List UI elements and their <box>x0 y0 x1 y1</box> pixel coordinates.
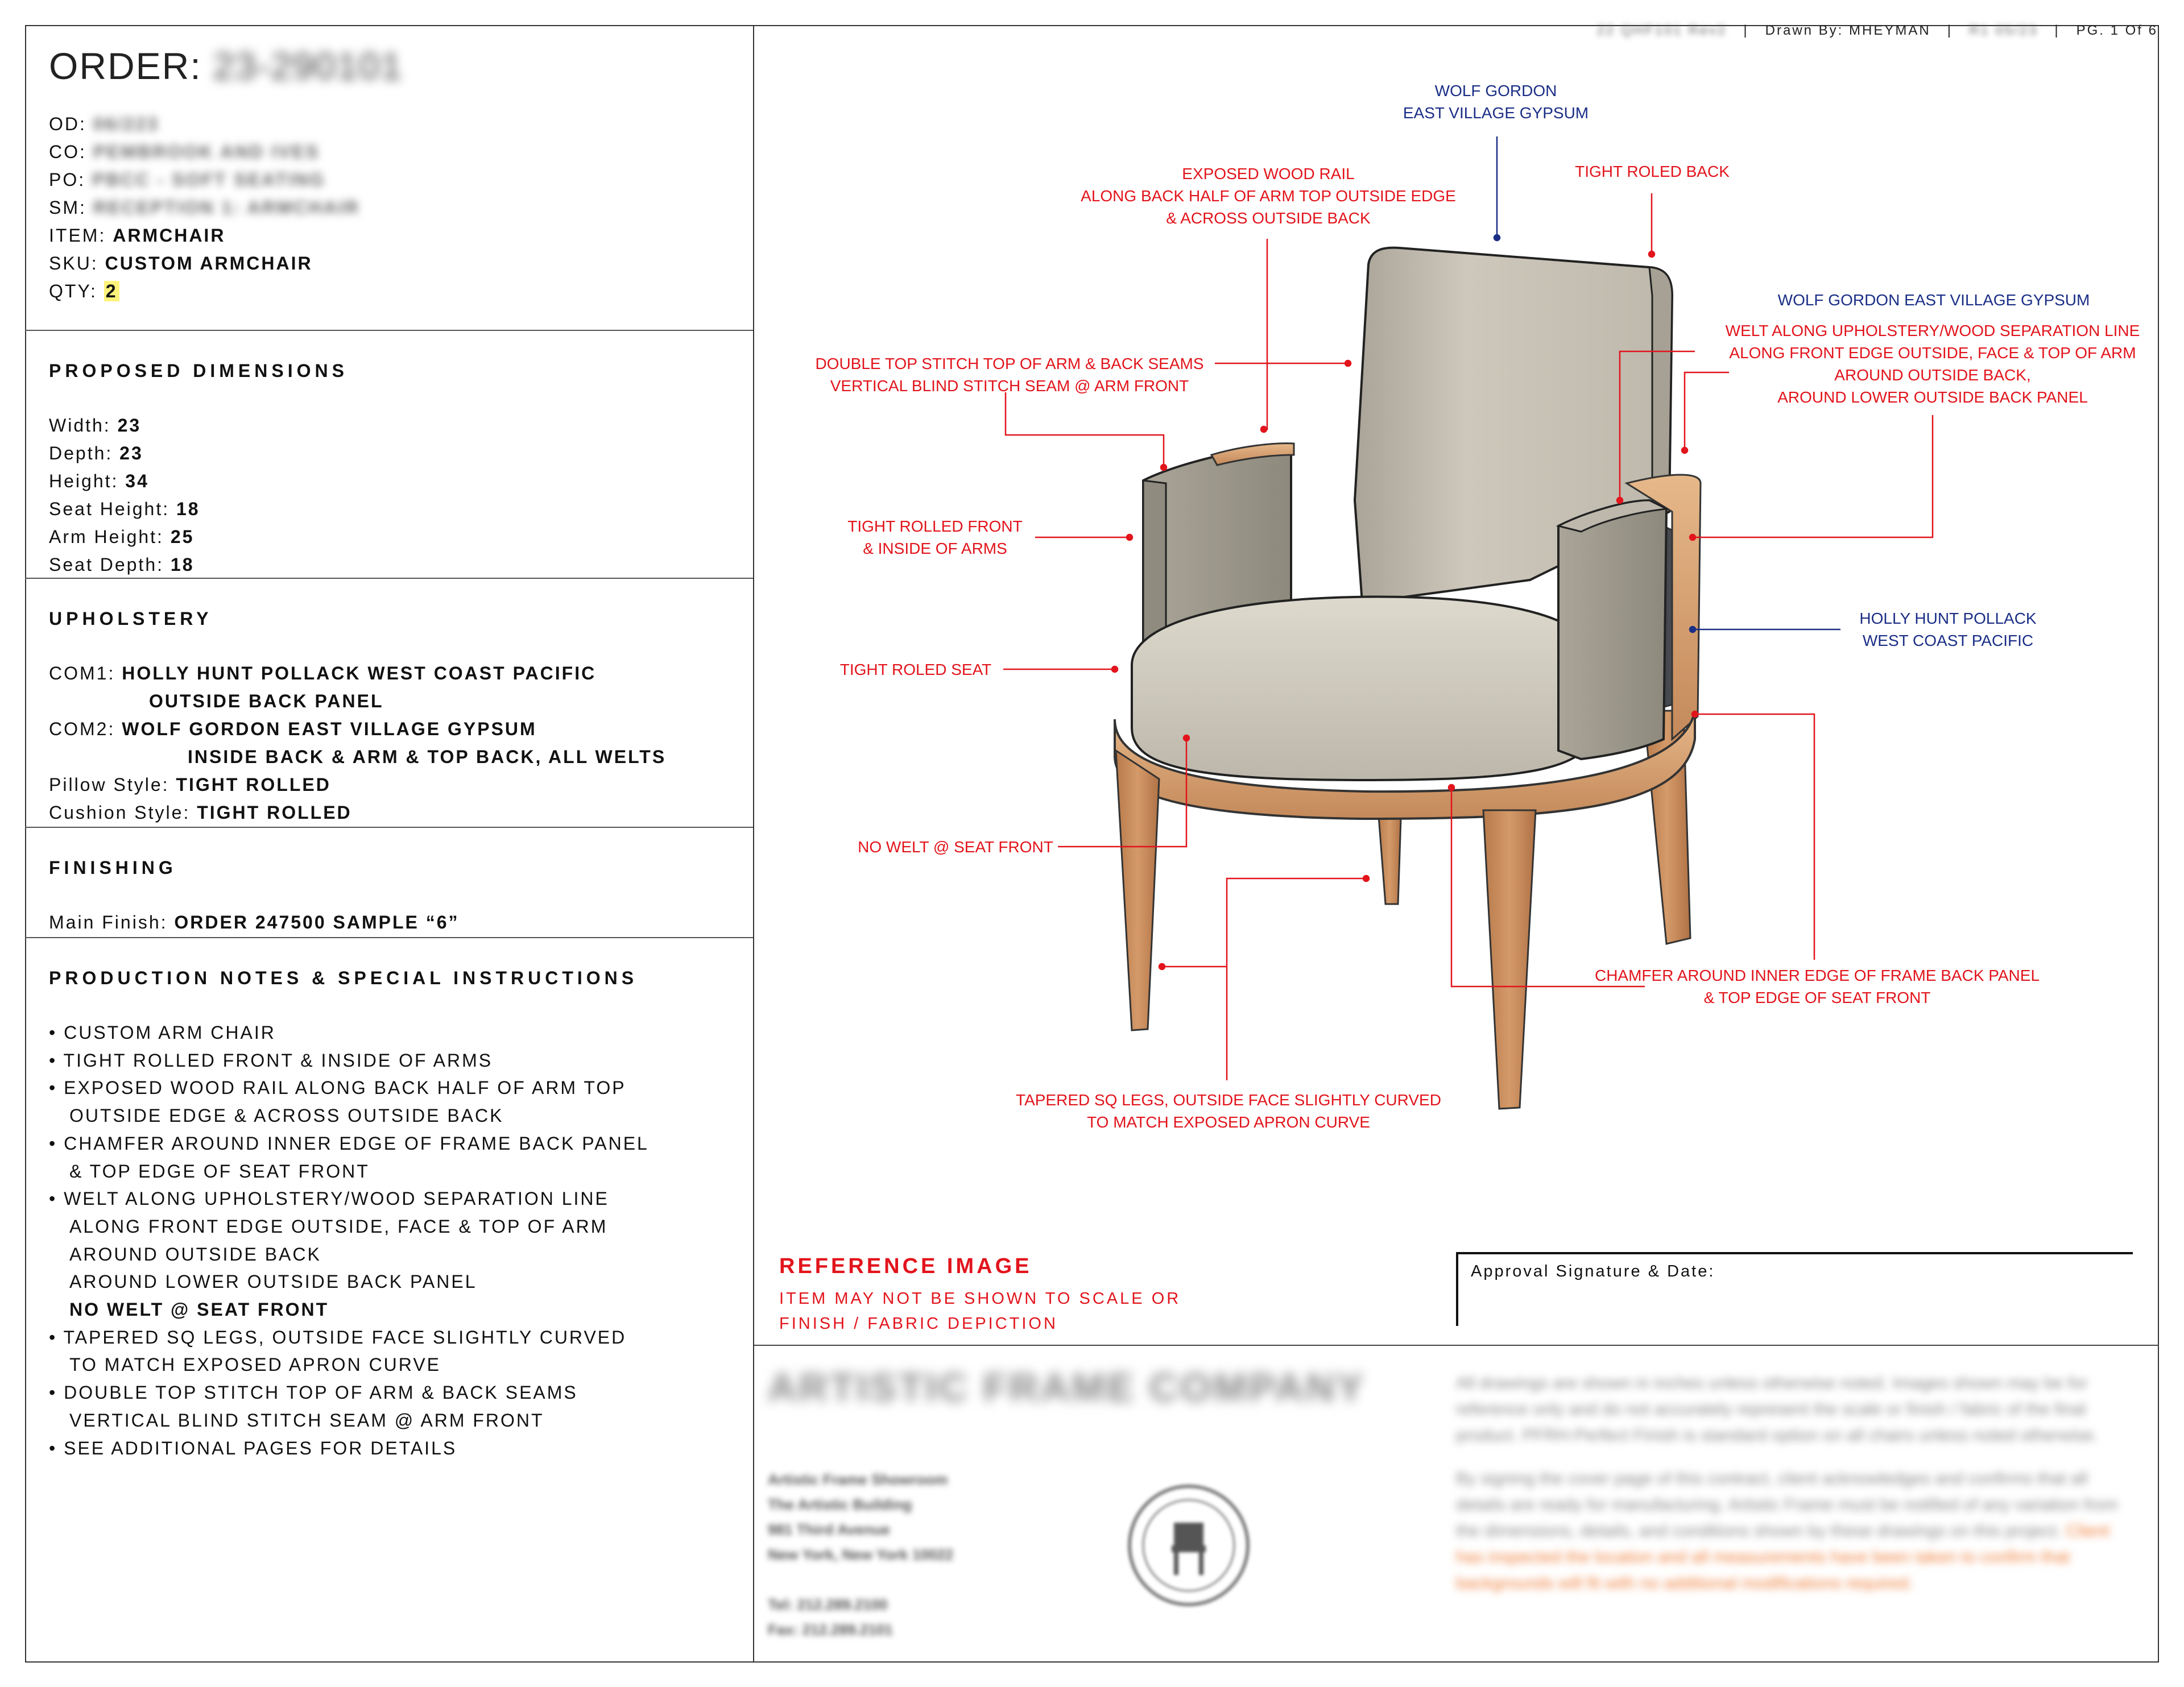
note-line: • DOUBLE TOP STITCH TOP OF ARM & BACK SEAMS <box>49 1382 578 1403</box>
footer-divider <box>754 1345 2159 1346</box>
tb-drawn-by: Drawn By: MHEYMAN <box>1765 23 1931 38</box>
order-label: ORDER: <box>49 45 202 87</box>
title-block: 22 QHF101 Rev2 | Drawn By: MHEYMAN | R1 05/23 | PG. 1 Of 6 <box>1596 23 2158 38</box>
note-line: VERTICAL BLIND STITCH SEAM @ ARM FRONT <box>69 1410 544 1431</box>
reference-image-title: REFERENCE IMAGE <box>779 1254 1032 1278</box>
tb-rev: R1 05/23 <box>1968 23 2038 38</box>
info-row-po: PO: PBCC - SOFT SEATING <box>49 169 326 190</box>
callout-holly-hunt: HOLLY HUNT POLLACK WEST COAST PACIFIC <box>1859 610 2037 649</box>
info-row-od: OD: 06/223 <box>49 114 159 134</box>
upholstery-heading: UPHOLSTERY <box>49 608 213 629</box>
dim-height: Height: 34 <box>49 471 149 491</box>
com1-row: COM1: HOLLY HUNT POLLACK WEST COAST PACIFIC <box>49 663 597 683</box>
callout-tapered-legs: TAPERED SQ LEGS, OUTSIDE FACE SLIGHTLY CURVED TO MATCH EXPOSED APRON CURVE <box>1016 1091 1441 1131</box>
note-line: • WELT ALONG UPHOLSTERY/WOOD SEPARATION LINE <box>49 1188 609 1209</box>
note-line: • SEE ADDITIONAL PAGES FOR DETAILS <box>49 1437 457 1458</box>
cushion-style: Cushion Style: TIGHT ROLLED <box>49 802 352 823</box>
note-line: AROUND OUTSIDE BACK <box>69 1244 321 1265</box>
info-row-sku: SKU: CUSTOM ARMCHAIR <box>49 253 313 273</box>
dim-seat-depth: Seat Depth: 18 <box>49 554 195 575</box>
callout-tight-rolled-front: TIGHT ROLLED FRONT & INSIDE OF ARMS <box>847 517 1023 557</box>
approval-label: Approval Signature & Date: <box>1471 1262 1715 1280</box>
note-line: • CHAMFER AROUND INNER EDGE OF FRAME BACK PANEL <box>49 1133 649 1154</box>
info-row-item: ITEM: ARMCHAIR <box>49 225 226 246</box>
note-line: NO WELT @ SEAT FRONT <box>69 1299 329 1320</box>
pillow-style: Pillow Style: TIGHT ROLLED <box>49 774 331 795</box>
dim-arm-height: Arm Height: 25 <box>49 527 195 547</box>
info-row-co: CO: PEMBROOK AND IVES <box>49 142 320 162</box>
callout-wolf-gordon-right: WOLF GORDON EAST VILLAGE GYPSUM <box>1777 291 2090 309</box>
note-line: AROUND LOWER OUTSIDE BACK PANEL <box>69 1271 477 1292</box>
main-finish: Main Finish: ORDER 247500 SAMPLE “6” <box>49 912 460 932</box>
legal-disclaimer: All drawings are shown in inches unless otherwise noted. Images shown may be for reference only and do not accurately represent the scale or finish / fabric of the final product. PFRH-Perfect Finish is standard option on all chairs unless noted otherwise. By signing the cover page of this contract, client acknowledges and confirms that all details are ready for manufacturing. Artistic Frame must be notified of any variation from the dimensions, details, and conditions shown by these drawings on this project. Client has inspected the location and all measurements have been taken to confirm that backgrounds will fit with no additional modifications required. <box>1456 1374 2118 1593</box>
tb-date: 22 QHF101 Rev2 <box>1596 23 1727 38</box>
callout-no-welt: NO WELT @ SEAT FRONT <box>858 838 1053 856</box>
note-line: • CUSTOM ARM CHAIR <box>49 1022 276 1043</box>
callout-exposed-wood-rail: EXPOSED WOOD RAIL ALONG BACK HALF OF ARM TOP OUTSIDE EDGE & ACROSS OUTSIDE BACK <box>1081 165 1456 227</box>
callout-chamfer: CHAMFER AROUND INNER EDGE OF FRAME BACK PANEL & TOP EDGE OF SEAT FRONT <box>1594 967 2040 1006</box>
note-line: • TIGHT ROLLED FRONT & INSIDE OF ARMS <box>49 1050 493 1071</box>
company-name: ARTISTIC FRAME COMPANY <box>768 1365 1366 1410</box>
callout-wolf-gordon-top: WOLF GORDON EAST VILLAGE GYPSUM <box>1403 82 1589 122</box>
info-row-qty: QTY: 2 <box>49 281 119 302</box>
callout-welt: WELT ALONG UPHOLSTERY/WOOD SEPARATION LINE ALONG FRONT EDGE OUTSIDE, FACE & TOP OF ARM AROUND OUTSIDE BACK, AROUND LOWER OUTSIDE BACK PANEL <box>1725 322 2140 406</box>
approval-signature-box[interactable] <box>1456 1252 2133 1326</box>
dim-width: Width: 23 <box>49 415 142 436</box>
finishing-heading: FINISHING <box>49 857 177 878</box>
company-seal-logo <box>1126 1483 1251 1608</box>
dim-seat-height: Seat Height: 18 <box>49 499 200 519</box>
dim-depth: Depth: 23 <box>49 443 143 463</box>
note-line: • EXPOSED WOOD RAIL ALONG BACK HALF OF ARM TOP <box>49 1077 626 1099</box>
tb-page: PG. 1 Of 6 <box>2076 23 2158 38</box>
notes-heading: PRODUCTION NOTES & SPECIAL INSTRUCTIONS <box>49 968 638 988</box>
note-line: OUTSIDE EDGE & ACROSS OUTSIDE BACK <box>69 1105 504 1126</box>
com2-sub: INSIDE BACK & ARM & TOP BACK, ALL WELTS <box>188 747 667 767</box>
order-number: 23-290101 <box>213 45 403 87</box>
callout-double-top-stitch: DOUBLE TOP STITCH TOP OF ARM & BACK SEAMS VERTICAL BLIND STITCH SEAM @ ARM FRONT <box>815 355 1204 395</box>
qty-highlight: 2 <box>104 281 119 301</box>
callout-tight-roled-back: TIGHT ROLED BACK <box>1575 163 1730 180</box>
info-row-sm: SM: RECEPTION 1: ARMCHAIR <box>49 197 360 218</box>
dimensions-heading: PROPOSED DIMENSIONS <box>49 360 348 381</box>
com2-row: COM2: WOLF GORDON EAST VILLAGE GYPSUM <box>49 719 537 739</box>
note-line: TO MATCH EXPOSED APRON CURVE <box>69 1354 441 1375</box>
reference-image-note: ITEM MAY NOT BE SHOWN TO SCALE OR FINISH / FABRIC DEPICTION <box>779 1290 1181 1333</box>
note-line: ALONG FRONT EDGE OUTSIDE, FACE & TOP OF ARM <box>69 1216 608 1237</box>
note-line: & TOP EDGE OF SEAT FRONT <box>69 1160 370 1182</box>
company-address: Artistic Frame Showroom The Artistic Building 981 Third Avenue New York, New York 10022 Tel: 212.289.2100 Fax: 212.289.2101 <box>768 1471 954 1638</box>
com1-sub: OUTSIDE BACK PANEL <box>149 691 384 711</box>
callout-tight-roled-seat: TIGHT ROLED SEAT <box>839 661 992 678</box>
note-line: • TAPERED SQ LEGS, OUTSIDE FACE SLIGHTLY CURVED <box>49 1327 627 1348</box>
